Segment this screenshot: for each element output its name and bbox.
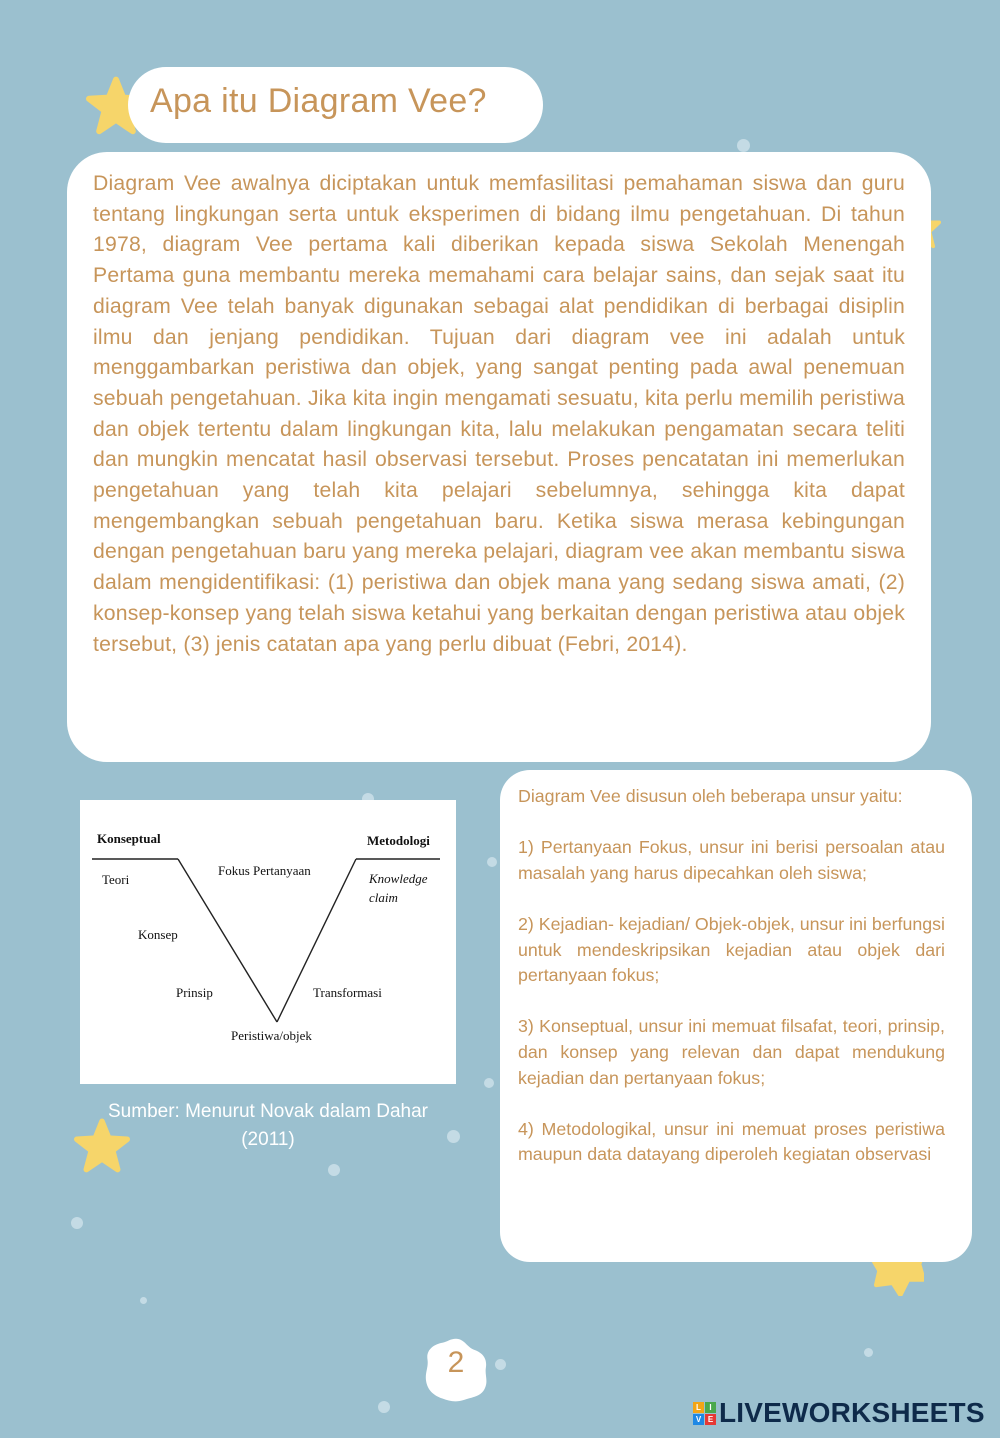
- decor-dot: [487, 857, 497, 867]
- elements-intro: Diagram Vee disusun oleh beberapa unsur yaitu:: [518, 786, 903, 806]
- decor-dot: [71, 1217, 83, 1229]
- metodologi-heading: Metodologi: [367, 833, 430, 848]
- konseptual-heading: Konseptual: [97, 831, 161, 846]
- elements-list: [518, 784, 945, 1168]
- figure-source: [60, 1098, 476, 1154]
- logo-tile: L: [693, 1402, 704, 1413]
- page-number: 2: [447, 1346, 465, 1379]
- list-item: 4) Metodologikal, unsur ini memuat proses peristiwa maupun data datayang diperoleh kegiatan observasi: [518, 1118, 945, 1165]
- decor-dot: [864, 1348, 873, 1357]
- list-item: 2) Kejadian- kejadian/ Objek-objek, unsur ini berfungsi untuk mendeskripsikan kejadian atau objek dari pertanyaan fokus;: [518, 913, 945, 986]
- decor-dot: [378, 1401, 390, 1413]
- teori-label: Teori: [102, 872, 130, 887]
- decor-dot: [484, 1078, 494, 1088]
- decor-dot: [495, 1359, 506, 1370]
- decor-dot: [140, 1297, 147, 1304]
- logo-tile: V: [693, 1414, 704, 1425]
- transformasi-label: Transformasi: [313, 985, 382, 1000]
- source-year: (2011): [241, 1129, 295, 1150]
- logo-tile: E: [705, 1414, 716, 1425]
- vee-diagram: [80, 800, 456, 1084]
- decor-dot: [328, 1164, 340, 1176]
- liveworksheets-logo: [693, 1396, 985, 1430]
- logo-mark-icon: [693, 1402, 716, 1425]
- peristiwa-objek-label: Peristiwa/objek: [231, 1028, 312, 1043]
- logo-text: LIVEWORKSHEETS: [719, 1397, 985, 1428]
- source-line: Sumber: Menurut Novak dalam Dahar: [108, 1101, 428, 1122]
- konsep-label: Konsep: [138, 927, 178, 942]
- list-item: 1) Pertanyaan Fokus, unsur ini berisi persoalan atau masalah yang harus dipecahkan oleh siswa;: [518, 837, 945, 883]
- intro-paragraph: Diagram Vee awalnya diciptakan untuk memfasilitasi pemahaman siswa dan guru tentang lingkungan serta untuk eksperimen di bidang ilmu pengetahuan. Di tahun 1978, diagram Vee pertama kali diberikan kepada siswa Sekolah Menengah Pertama guna membantu mereka memahami cara belajar sains, dan sejak saat itu diagram Vee telah banyak digunakan sebagai alat pendidikan di berbagai disiplin ilmu dan jenjang pendidikan. Tujuan dari diagram vee ini adalah untuk menggambarkan peristiwa dan objek, yang sangat penting pada awal penemuan sebuah pengetahuan. Jika kita ingin mengamati sesuatu, kita perlu memilih peristiwa dan objek tertentu dalam lingkungan kita, lalu melakukan pengamatan secara teliti dan mungkin mencatat hasil observasi tersebut. Proses pencatatan ini memerlukan pengetahuan yang telah kita pelajari sebelumnya, sehingga kita dapat mengembangkan sebuah pengetahuan baru. Ketika siswa merasa kebingungan dengan pengetahuan baru yang mereka pelajari, diagram vee akan membantu siswa dalam mengidentifikasi: (1) peristiwa dan objek mana yang sedang siswa amati, (2) konsep-konsep yang telah siswa ketahui yang berkaitan dengan peristiwa atau objek tersebut, (3) jenis catatan apa yang perlu dibuat (Febri, 2014).: [93, 172, 905, 656]
- knowledge-claim-label-2: claim: [369, 890, 398, 905]
- vee-diagram-figure: [80, 800, 456, 1084]
- logo-tile: I: [705, 1402, 716, 1413]
- decor-dot: [737, 139, 750, 152]
- knowledge-claim-label: Knowledge: [369, 871, 428, 886]
- page-title: Apa itu Diagram Vee?: [150, 82, 487, 120]
- fokus-pertanyaan-label: Fokus Pertanyaan: [218, 863, 311, 878]
- list-item: 3) Konseptual, unsur ini memuat filsafat, teori, prinsip, dan konsep yang relevan dan dapat mendukung kejadian dan pertanyaan fokus;: [518, 1016, 945, 1088]
- prinsip-label: Prinsip: [176, 985, 213, 1000]
